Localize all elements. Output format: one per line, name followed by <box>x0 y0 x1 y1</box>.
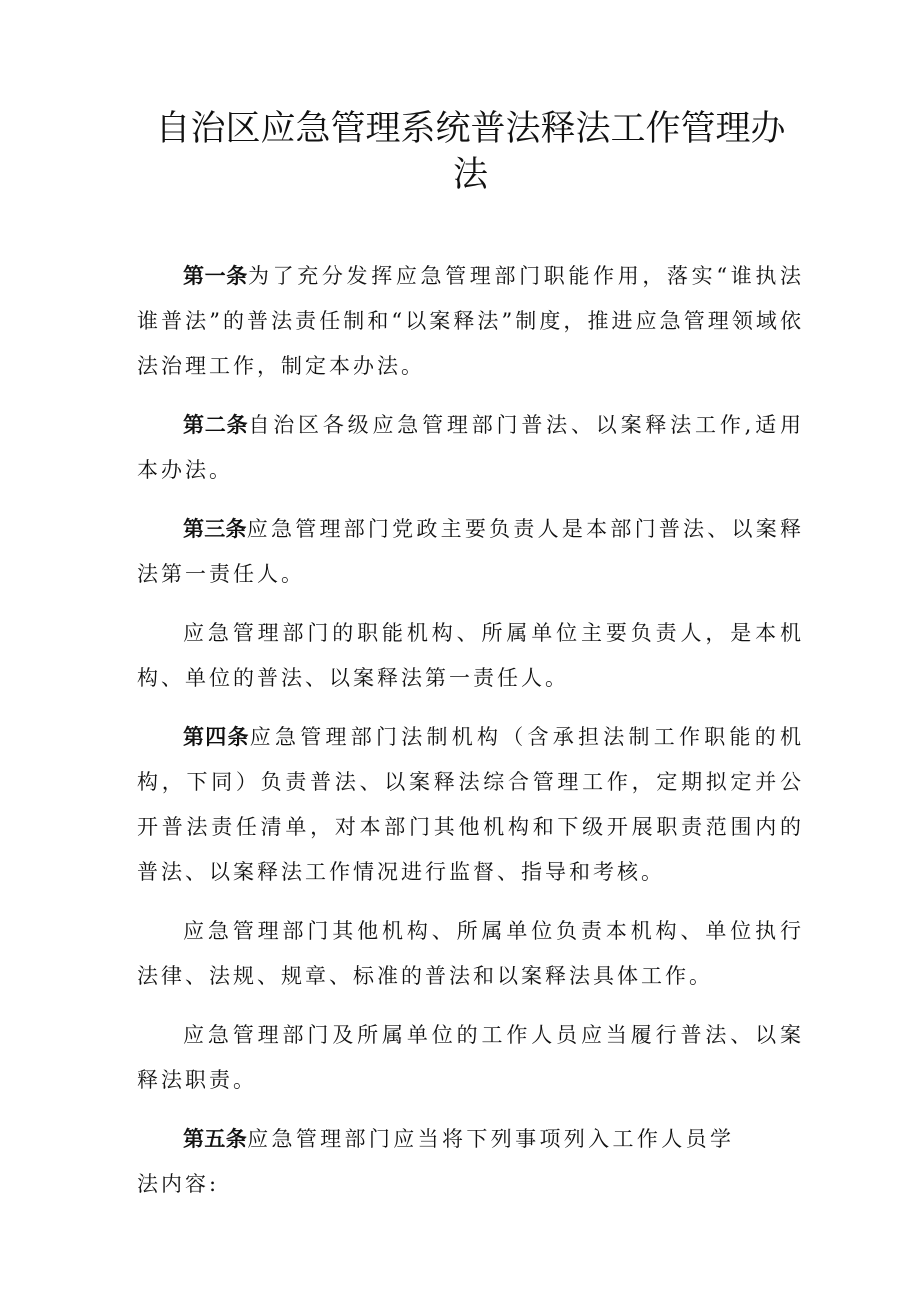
paragraph-text: 应急管理部门的职能机构、所属单位主要负责人，是本机构、单位的普法、以案释法第一责任人。 <box>137 621 804 690</box>
article-text: 应急管理部门应当将下列事项列入工作人员学法内容: <box>137 1127 735 1196</box>
article-3-paragraph-2 <box>137 611 804 701</box>
document-body <box>137 254 804 1207</box>
article-2 <box>137 403 804 493</box>
title-line-1: 自治区应急管理系统普法释法工作管理办 <box>155 109 786 149</box>
article-number: 第二条 <box>183 413 249 437</box>
article-text: 自治区各级应急管理部门普法、以案释法工作,适用本办法。 <box>137 413 804 482</box>
article-5 <box>137 1117 804 1207</box>
paragraph-text: 应急管理部门其他机构、所属单位负责本机构、单位执行法律、法规、规章、标准的普法和以案释法具体工作。 <box>137 919 804 988</box>
article-text: 应急管理部门法制机构（含承担法制工作职能的机构，下同）负责普法、以案释法综合管理工作，定期拟定并公开普法责任清单，对本部门其他机构和下级开展职责范围内的普法、以案释法工作情况进行监督、指导和考核。 <box>137 725 804 884</box>
article-number: 第三条 <box>183 517 247 541</box>
article-4-paragraph-3 <box>137 1013 804 1103</box>
article-text: 为了充分发挥应急管理部门职能作用，落实“谁执法谁普法”的普法责任制和“以案释法”制度，推进应急管理领域依法治理工作，制定本办法。 <box>137 264 805 378</box>
article-text: 应急管理部门党政主要负责人是本部门普法、以案释法第一责任人。 <box>137 517 805 586</box>
article-3 <box>137 507 804 597</box>
title-line-2: 法 <box>452 155 488 195</box>
article-4-paragraph-2 <box>137 909 804 999</box>
document-title <box>137 106 804 198</box>
article-number: 第五条 <box>183 1127 248 1151</box>
paragraph-text: 应急管理部门及所属单位的工作人员应当履行普法、以案释法职责。 <box>137 1023 804 1092</box>
article-1 <box>137 254 804 389</box>
article-number: 第一条 <box>183 264 248 288</box>
article-4 <box>137 715 804 895</box>
article-number: 第四条 <box>183 725 250 749</box>
